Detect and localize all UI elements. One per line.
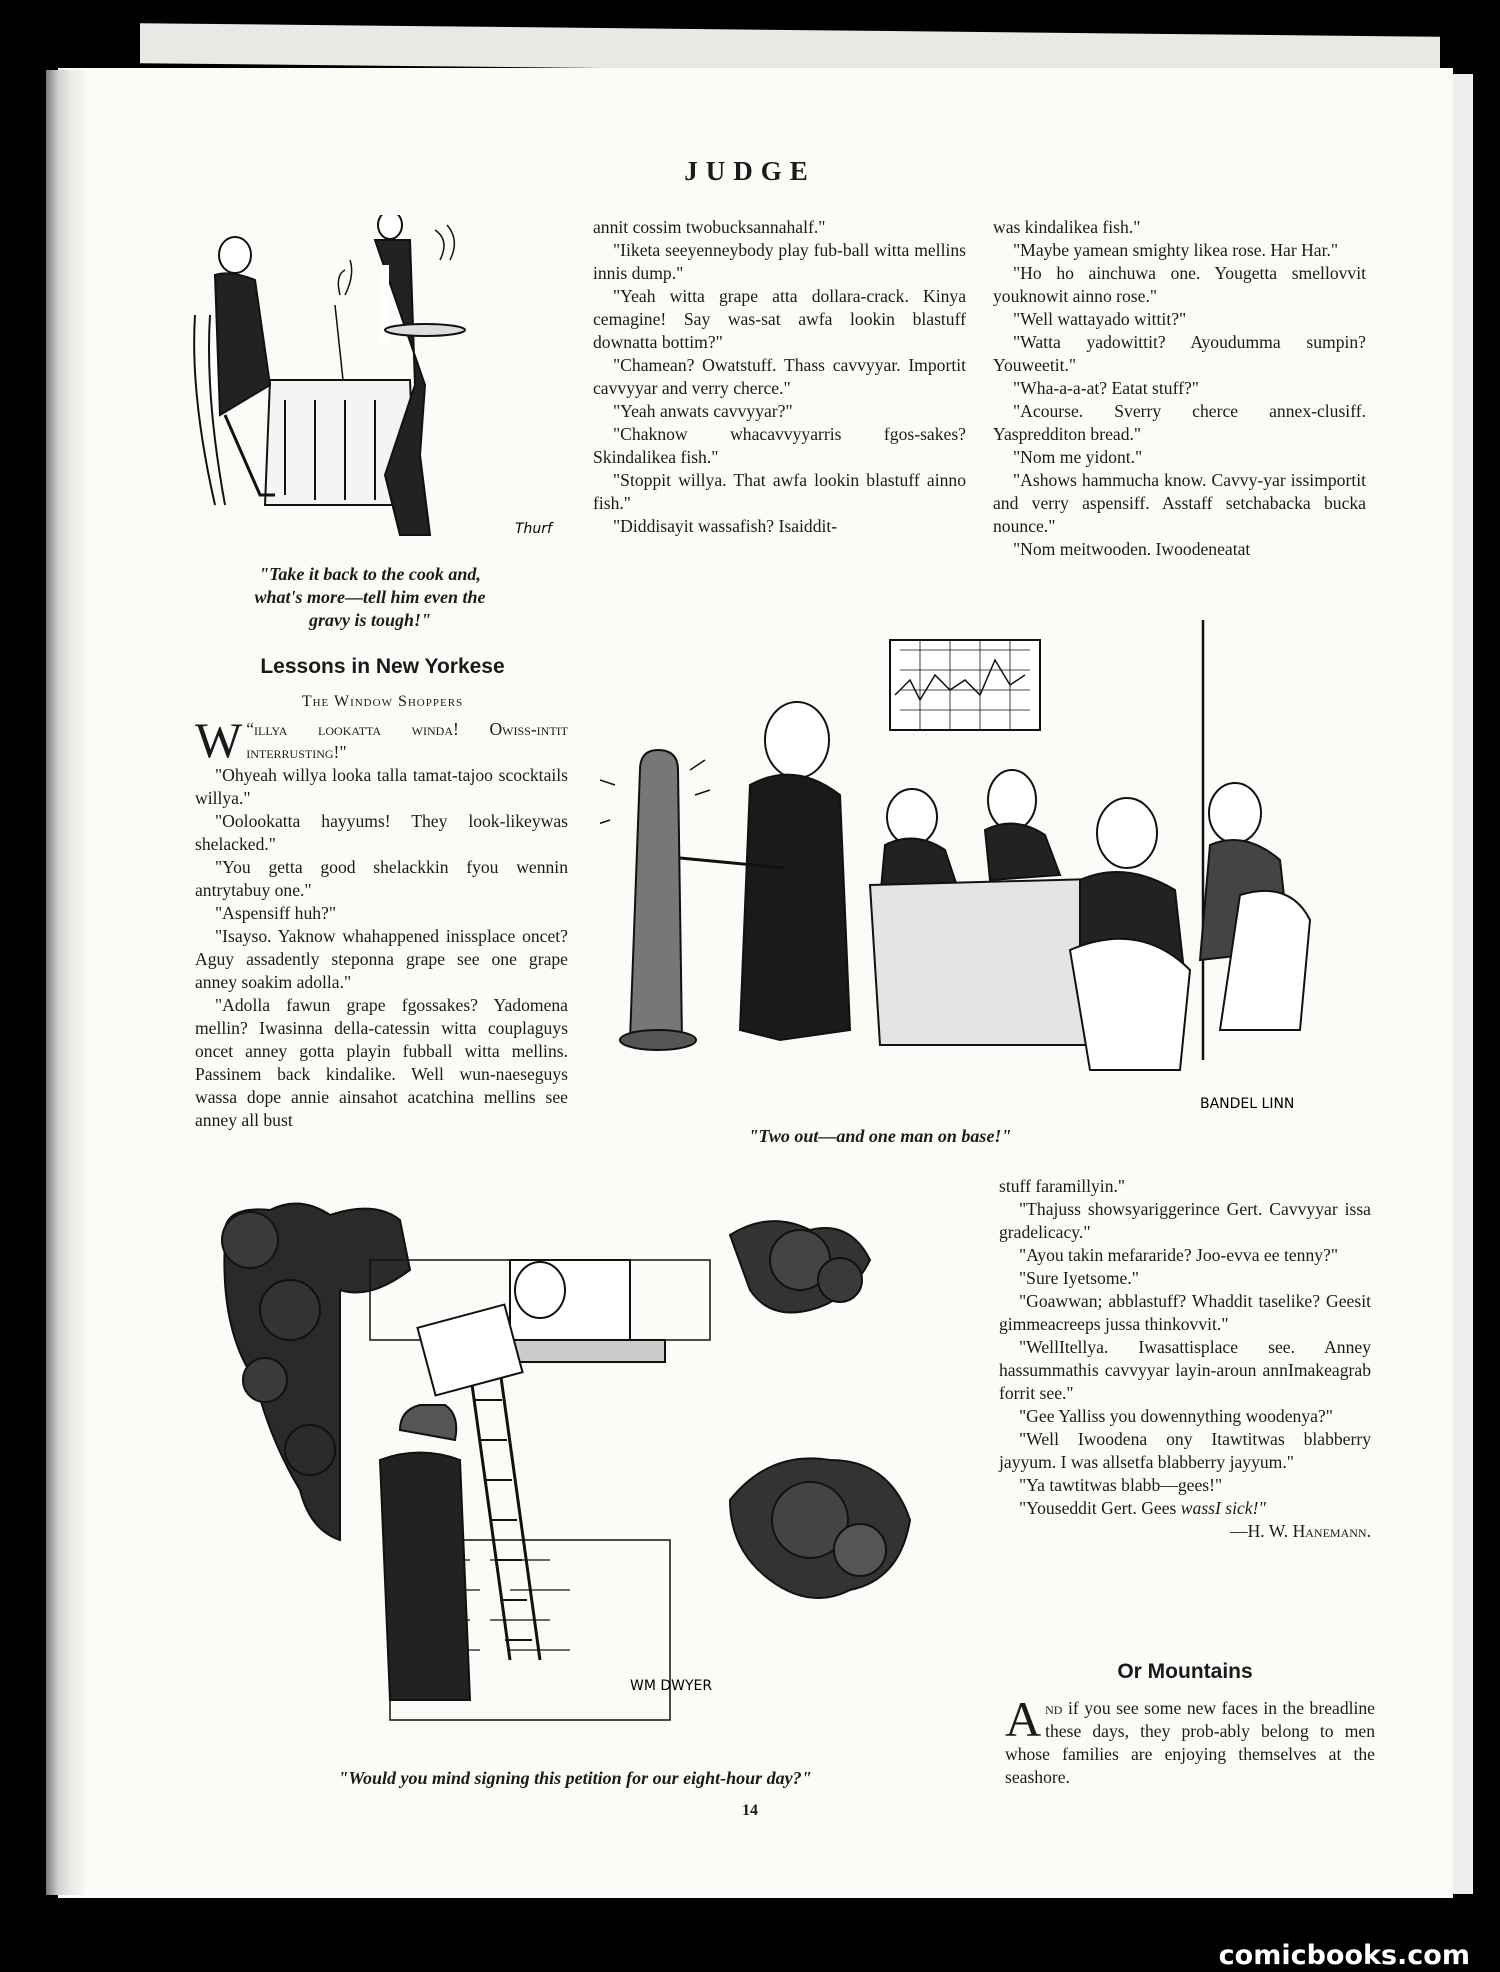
article-paragraph: "Iiketa seeyenneybody play fub-ball witta mellins innis dump." (593, 240, 966, 283)
article-paragraph: "Nom meitwooden. Iwoodeneatat (1013, 539, 1251, 559)
caption-line: "Take it back to the cook and, (259, 564, 481, 584)
article-column-2 (593, 216, 966, 538)
article-paragraph: "Well wattayado wittit?" (1013, 309, 1187, 329)
article-paragraph: "Chamean? Owatstuff. Thass cavvyyar. Importit cavvyyar and verry cherce." (593, 355, 966, 398)
article-paragraph: was kindalikea fish." (993, 217, 1141, 237)
drop-cap: A (1005, 1691, 1042, 1747)
article-paragraph: "Watta yadowittit? Ayoudumma sumpin? Youweetit." (993, 332, 1366, 375)
article-column-1 (195, 712, 568, 1132)
article-paragraph: "Isayso. Yaknow whahappened inissplace oncet? Aguy assadently steponna grape see one grape anney soakim adolla." (195, 926, 568, 992)
article-title: Lessons in New Yorkese (260, 655, 505, 678)
cartoon-boardroom-illustration (600, 620, 1340, 1120)
article-paragraph: stuff faramillyin." (999, 1176, 1126, 1196)
page-right-edge (1453, 74, 1473, 1894)
article-paragraph: "Wha-a-a-at? Eatat stuff?" (1013, 378, 1199, 398)
article-paragraph: "Yeah witta grape atta dollara-crack. Kinya cemagine! Say was-sat awfa lookin blastuff downatta bottim?" (593, 286, 966, 352)
cartoon-waiter-illustration (185, 215, 565, 540)
article-paragraph: "Diddisayit wassafish? Isaiddit- (613, 516, 838, 536)
article-paragraph: "Gee Yalliss you dowennything woodenya?" (1019, 1406, 1333, 1426)
article-paragraph: "Ya tawtitwas blabb—gees!" (1019, 1475, 1223, 1495)
article-paragraph: "Ayou takin mefararide? Joo-evva ee tenny?" (1019, 1245, 1339, 1265)
article-column-3 (993, 216, 1366, 561)
article-paragraph: "Oolookatta hayyums! They look-likeywas shelacked." (195, 811, 568, 854)
cartoon2-caption: "Two out—and one man on base!" (748, 1126, 1012, 1146)
article-subtitle: The Window Shoppers (301, 693, 464, 710)
cartoon1-signature: Thurf (515, 521, 552, 537)
article-paragraph: "Maybe yamean smighty likea rose. Har Har." (1013, 240, 1339, 260)
article-paragraph: "You getta good shelackkin fyou wennin antrytabuy one." (195, 857, 568, 900)
article-paragraph: "Sure Iyetsome." (1019, 1268, 1139, 1288)
article-paragraph: "Nom me yidont." (1013, 447, 1143, 467)
article2-title: Or Mountains (1117, 1660, 1253, 1683)
masthead: JUDGE (684, 156, 816, 186)
watermark: comicbooks.com (1218, 1940, 1470, 1971)
cartoon-fireman-illustration (210, 1200, 960, 1760)
cartoon1-caption (180, 563, 560, 632)
cartoon3-signature: WM DWYER (630, 1678, 713, 1694)
article2-body (1005, 1691, 1375, 1789)
drop-cap: W (195, 712, 243, 768)
article-paragraph: "Ashows hammucha know. Cavvy-yar issimportit and verry aspensiff. Asstaff setchabacka bucka nounce." (993, 470, 1366, 536)
article-paragraph: "Ohyeah willya looka talla tamat-tajoo scocktails willya." (195, 765, 568, 808)
article-paragraph: "Stoppit willya. That awfa lookin blastuff ainno fish." (593, 470, 966, 513)
article-paragraph: "Thajuss showsyariggerince Gert. Cavvyyar issa gradelicacy." (999, 1199, 1371, 1242)
article-paragraph: "Ho ho ainchuwa one. Yougetta smellovvit youknowit ainno rose." (993, 263, 1366, 306)
article-paragraph: "Goawwan; abblastuff? Whaddit taselike? Geesit gimmeacreeps jussa thinkovvit." (999, 1291, 1371, 1334)
caption-line: what's more—tell him even the (254, 587, 486, 607)
page-binding (46, 70, 86, 1895)
article-paragraph: "Aspensiff huh?" (215, 903, 337, 923)
article-paragraph: “ W illya lookatta winda! Owiss-intit interrusting!" (195, 712, 568, 768)
article-paragraph: "Yeah anwats cavvyyar?" (613, 401, 793, 421)
article-paragraph: And if you see some new faces in the breadline these days, they prob-ably belong to men whose families are enjoying themselves at the seashore. (1005, 1691, 1375, 1787)
cartoon2-signature: BANDEL LINN (1200, 1096, 1295, 1112)
article-paragraph: "Adolla fawun grape fgossakes? Yadomena mellin? Iwasinna della-catessin witta couplaguys oncet anney gotta playin fubball witta mellins. Passinem back kindalike. Well wun-naeseguys wassa dope annie ainsahot acatchina mellins see anney all bust (195, 995, 568, 1130)
article-paragraph: "WellItellya. Iwasattisplace see. Anney hassummathis cavvyyar layin-aroun annImakeagrab forrit see." (999, 1337, 1371, 1403)
article-paragraph: "Well Iwoodena ony Itawtitwas blabberry jayyum. I was allsetfa blabberry jayyum." (999, 1429, 1371, 1472)
caption-line: gravy is tough!" (308, 610, 431, 630)
article-column-4 (999, 1175, 1371, 1543)
article-paragraph: "Chaknow whacavvyyarris fgos-sakes? Skindalikea fish." (593, 424, 966, 467)
page-number: 14 (742, 1802, 758, 1819)
article-byline: —H. W. Hanemann. (1230, 1521, 1371, 1541)
cartoon3-caption: "Would you mind signing this petition for our eight-hour day?" (338, 1768, 812, 1788)
article-paragraph: annit cossim twobucksannahalf." (593, 217, 826, 237)
article-paragraph: "Acourse. Sverry cherce annex-clusiff. Yaspredditon bread." (993, 401, 1366, 444)
article-paragraph: "Youseddit Gert. Gees wassI sick!" (1019, 1498, 1266, 1518)
